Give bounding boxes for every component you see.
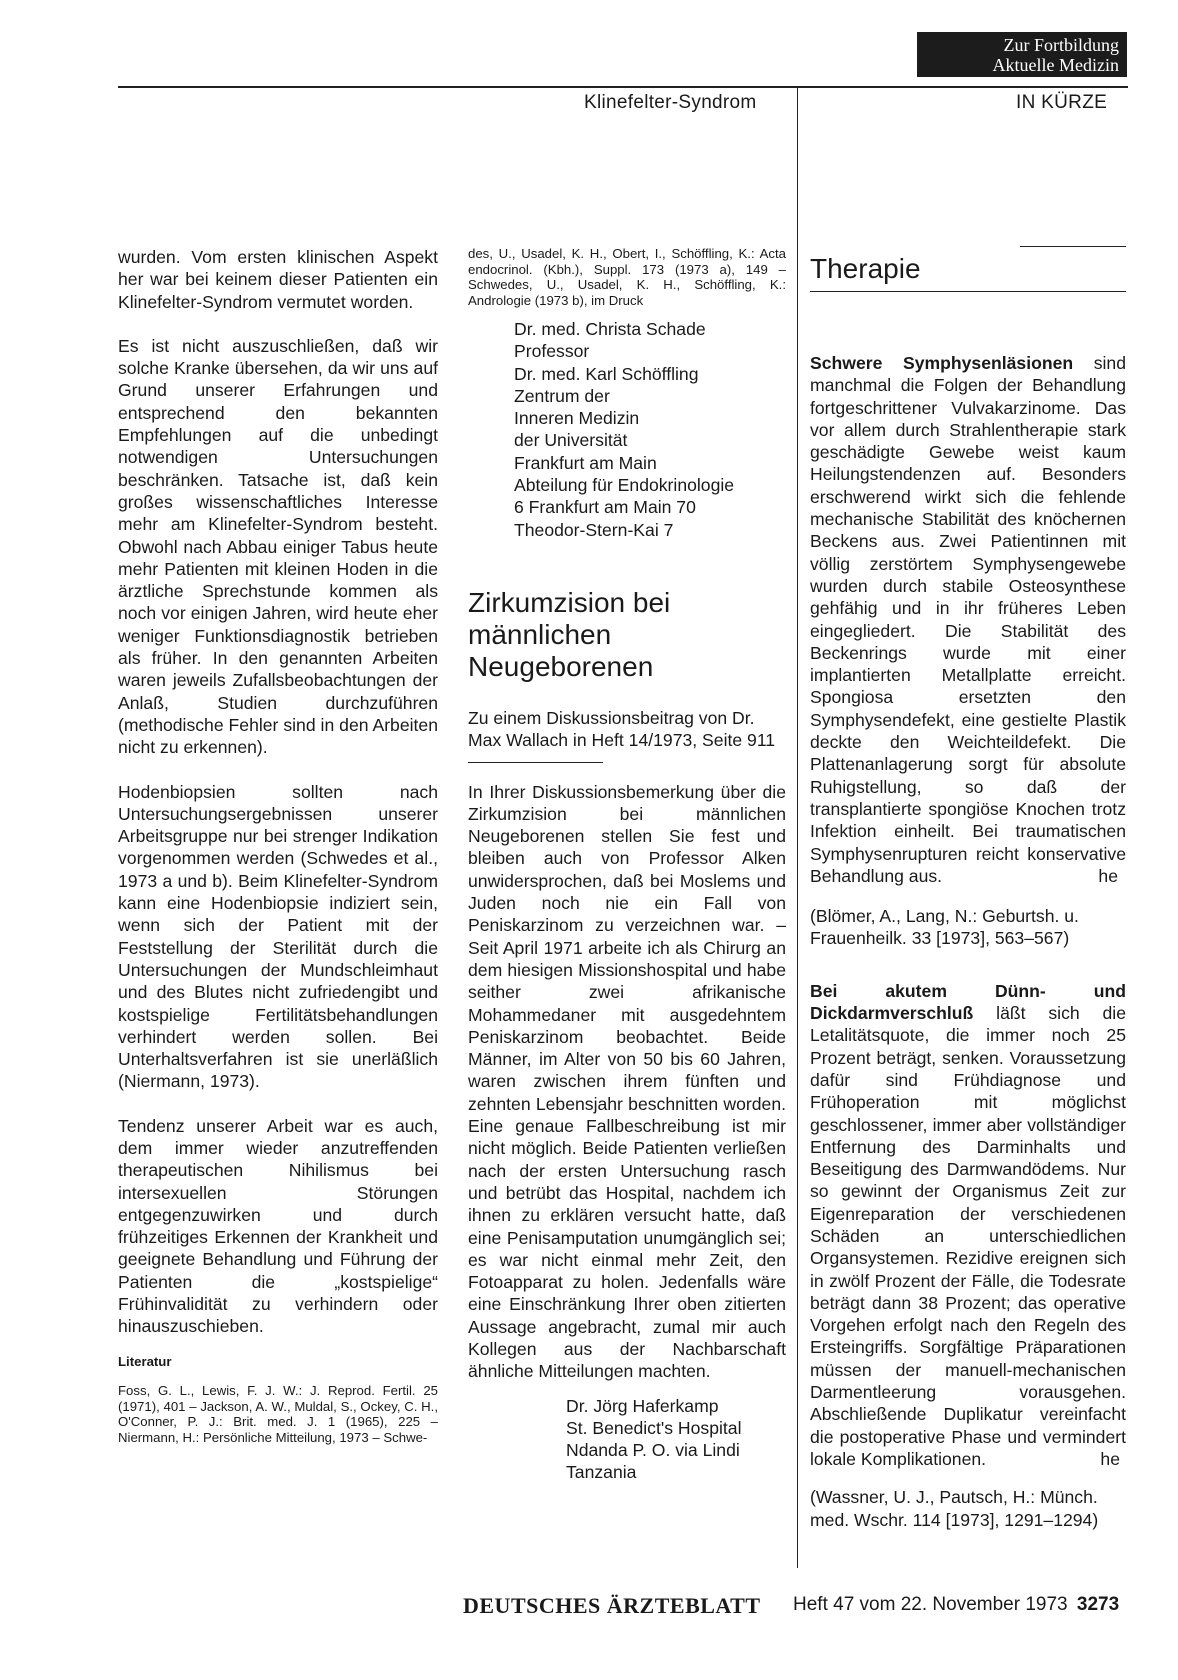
brief-2 <box>810 980 1126 1471</box>
brief-2-lead: Bei akutem Dünn- und Dickdarmverschluß <box>810 980 1126 1024</box>
issue-text: Heft 47 vom 22. November 1973 <box>793 1594 1068 1615</box>
signature <box>566 1395 786 1484</box>
brief-1-sign: he <box>1098 865 1118 886</box>
column-1 <box>118 246 438 1445</box>
author-line: 6 Frankfurt am Main 70 <box>514 497 696 518</box>
column-3 <box>810 246 1126 1531</box>
signature-line: St. Benedict's Hospital <box>566 1417 742 1438</box>
col1-paragraph-2: Es ist nicht auszuschließen, daß wir solche Kranke übersehen, da wir uns auf Grund unserer Erfahrungen und entsprechend den bekannten Empfehlungen auf die unbedingt notwendigen Untersuchungen beschränken. Tatsache ist, daß kein großes wissenschaftliches Interesse mehr am Klinefelter-Syndrom besteht. Obwohl nach Abbau einiger Tabus heute mehr Patienten mit kleinen Hoden in die ärztliche Sprechstunde kommen als noch vor einigen Jahren, wird heute eher weniger Funktionsdiagnostik betrieben als früher. In den genannten Arbeiten waren jeweils Zufallsbeobachtungen der Anlaß, Studien durchzuführen (methodische Fehler sind in den Arbeiten nicht zu erkennen). <box>118 335 438 758</box>
signature-line: Dr. Jörg Haferkamp <box>566 1395 719 1416</box>
issue-info <box>793 1594 1119 1616</box>
literature-heading: Literatur <box>118 1353 172 1369</box>
section-top-rule <box>1020 246 1126 247</box>
literature-text: Foss, G. L., Lewis, F. J. W.: J. Reprod. Fertil. 25 (1971), 401 – Jackson, A. W., Muldal, S., Ockey, C. H., O'Conner, P. J.: Brit. med. J. 1 (1965), 225 – Niermann, H.: Persönliche Mitteilung, 1973 – Schwe- <box>118 1383 438 1445</box>
author-line: Professor <box>514 341 590 362</box>
signature-line: Ndanda P. O. via Lindi <box>566 1440 740 1461</box>
article-title <box>468 587 786 683</box>
section-title: Therapie <box>810 253 921 284</box>
header-rule <box>118 86 1128 88</box>
intro-rule <box>468 762 603 763</box>
author-line: Inneren Medizin <box>514 408 640 429</box>
author-line: Frankfurt am Main <box>514 452 657 473</box>
title-line: männlichen <box>468 618 612 650</box>
brief-1-text: sind manchmal die Folgen der Behandlung fortgeschrittener Vulvakarzinome. Das vor allem durch Strahlentherapie stark geschädigte Gewebe weist kaum Heilungstendenzen auf. Besonders erschwerend wirkt sich die fehlende mechanische Stabilität des knöchernen Beckens aus. Zwei Patientinnen mit völlig zerstörtem Symphysengewebe wurden durch stabile Osteosynthese gehfähig und in ihr früheres Leben eingegliedert. Die Stabilität des Beckenrings wurde mit einer implantierten Metallplatte erreicht. Spongiosa ersetzten den Symphysendefekt, eine gestielte Plastik deckte den Weichteildefekt. Die Plattenanlagerung sorgt für absolute Ruhigstellung, so daß der transplantierte spongiöse Knochen trotz Infektion einheilt. Bei traumatischen Symphysenrupturen reicht konservative Behandlung aus. <box>810 353 1126 886</box>
brief-1-reference: (Blömer, A., Lang, N.: Geburtsh. u. Frauenheilk. 33 [1973], 563–567) <box>810 906 1079 949</box>
author-line: Dr. med. Karl Schöffling <box>514 363 699 384</box>
author-line: Zentrum der <box>514 385 610 406</box>
article-body: In Ihrer Diskussionsbemerkung über die Zirkumzision bei männlichen Neugeborenen stellen Sie fest und bleiben auch von Professor Alken unwidersprochen, daß bei Moslems und Juden noch nie ein Fall von Peniskarzinom zu verzeichnen war. – Seit April 1971 arbeite ich als Chirurg an dem hiesigen Missionshospital und habe seither zwei afrikanische Mohammedaner mit ausgedehntem Peniskarzinom beobachtet. Beide Männer, im Alter von 50 bis 60 Jahren, waren zwischen ihrem fünften und zehnten Lebensjahr beschnitten worden. Eine genaue Fallbeschreibung ist mir nicht möglich. Beide Patienten verließen nach der ersten Untersuchung rasch und betrübt das Hospital, nachdem ich ihnen zu erklären versucht hatte, daß eine Penisamputation unumgänglich sei; es war nicht einmal mehr Zeit, den Fotoapparat zu holen. Jedenfalls wäre eine Einschränkung Ihrer oben zitierten Aussage angebracht, zumal mir auch Kollegen aus der Nachbarschaft ähnliche Mitteilungen machten. <box>468 781 786 1382</box>
section-bottom-rule <box>810 291 1126 292</box>
brief-1-lead: Schwere Symphysenläsionen <box>810 353 1074 373</box>
author-line: Abteilung für Endokrinologie <box>514 475 735 496</box>
column-divider <box>797 86 798 1568</box>
brief-1 <box>810 352 1126 887</box>
title-line: Zirkumzision bei <box>468 586 671 618</box>
running-head-right: IN KÜRZE <box>1016 92 1108 113</box>
author-line: Dr. med. Christa Schade <box>514 319 706 339</box>
col1-paragraph-3: Hodenbiopsien sollten nach Untersuchungsergebnissen unserer Arbeitsgruppe nur bei strenger Indikation vorgenommen werden (Schwedes et al., 1973 a und b). Beim Klinefelter-Syndrom kann eine Hodenbiopsie indiziert sein, wenn sich der Patient mit der Feststellung der Sterilität durch die Untersuchungen der Mundschleimhaut und des Blutes nicht zufriedengibt und kostspielige Fertilitätsbehandlungen verhindert werden sollen. Bei Unterhaltsverfahren ist sie unerläßlich (Niermann, 1973). <box>118 781 438 1092</box>
col1-paragraph-4: Tendenz unserer Arbeit war es auch, dem immer wieder anzutreffenden therapeutischen Nihilismus bei intersexuellen Störungen entgegenzuwirken und durch frühzeitiges Erkennen der Krankheit und geeignete Behandlung und Führung der Patienten die „kostspielige“ Frühinvalidität zu verhindern oder hinauszuschieben. <box>118 1115 438 1337</box>
signature-line: Tanzania <box>566 1462 637 1483</box>
author-line: Theodor-Stern-Kai 7 <box>514 519 674 540</box>
author-address <box>514 318 786 541</box>
brief-2-reference: (Wassner, U. J., Pautsch, H.: Münch. med. Wschr. 114 [1973], 1291–1294) <box>810 1487 1099 1530</box>
section-badge <box>917 32 1127 77</box>
badge-line-2: Aktuelle Medizin <box>992 55 1119 75</box>
title-line: Neugeborenen <box>468 650 654 682</box>
brief-2-text: läßt sich die Letalitätsquote, die immer noch 25 Prozent beträgt, senken. Voraussetzung dafür sind Frühdiagnose und Frühoperation mit möglichst geschlossener, immer aber vollständiger Entfernung des Darminhalts und Beseitigung des Darmwandödems. Nur so gewinnt der Organismus Zeit zur Eigenreparation der verschiedenen Schäden an unterschiedlichen Organsystemen. Rezidive ereignen sich in zwölf Prozent der Fälle, die Todesrate beträgt dann 38 Prozent; das operative Vorgehen erfolgt nach den Regeln des Ersteingriffs. Sorgfältige Präparationen müssen der manuell-mechanischen Darmentleerung vorausgehen. Abschließende Duplikatur vereinfacht die postoperative Phase und vermindert lokale Komplikationen. <box>810 1003 1126 1469</box>
running-head-left: Klinefelter-Syndrom <box>584 92 757 113</box>
column-2 <box>468 246 786 1484</box>
badge-line-1: Zur Fortbildung <box>1003 35 1119 55</box>
journal-name: DEUTSCHES ÄRZTEBLATT <box>463 1593 761 1618</box>
author-line: der Universität <box>514 430 628 451</box>
article-intro: Zu einem Diskussionsbeitrag von Dr. Max Wallach in Heft 14/1973, Seite 911 <box>468 707 776 751</box>
page-number: 3273 <box>1076 1594 1120 1615</box>
col2-references: des, U., Usadel, K. H., Obert, I., Schöffling, K.: Acta endocrinol. (Kbh.), Suppl. 173 (1973 a), 149 – Schwedes, U., Usadel, K. H., Schöffling, K.: Andrologie (1973 b), im Druck <box>468 246 786 308</box>
col1-paragraph-1: wurden. Vom ersten klinischen Aspekt her war bei keinem dieser Patienten ein Klinefelter-Syndrom vermutet worden. <box>118 247 438 312</box>
brief-2-sign: he <box>1100 1448 1120 1469</box>
